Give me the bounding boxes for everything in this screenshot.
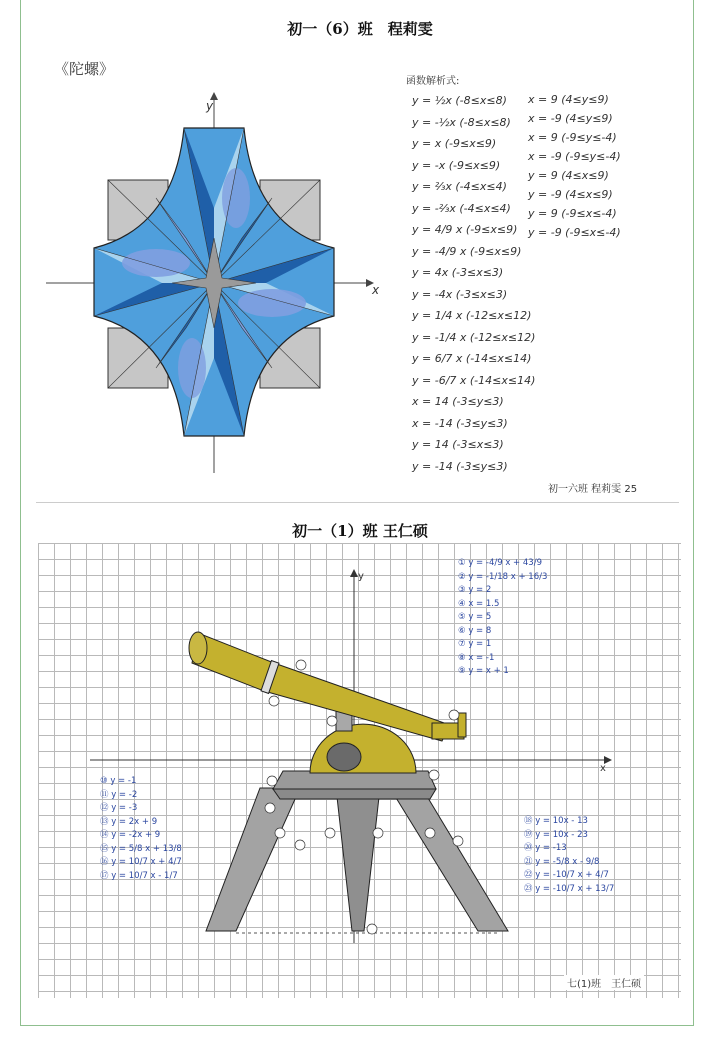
equation-item: x = -9 (-9≤y≤-4)	[528, 150, 621, 163]
axis-x-label: x	[600, 763, 606, 774]
axis-y-label: y	[358, 571, 364, 582]
artwork-panel-gyroscope	[36, 48, 679, 500]
divider	[36, 502, 679, 503]
equation-item: y = x (-9≤x≤9)	[412, 137, 497, 150]
equation-item: y = 4x (-3≤x≤3)	[412, 266, 504, 279]
equation-item: ⑳ y = -13	[524, 843, 567, 853]
equation-item: y = ½x (-8≤x≤8)	[412, 94, 507, 107]
equation-item: y = 1/4 x (-12≤x≤12)	[412, 309, 532, 322]
equation-item: ② y = -1/18 x + 16/3	[458, 571, 548, 582]
equation-item: y = -x (-9≤x≤9)	[412, 158, 501, 172]
equation-item: ㉓ y = -10/7 x + 13/7	[524, 883, 615, 894]
equation-item: y = ⅔x (-4≤x≤4)	[412, 180, 507, 193]
equations-heading: 函数解析式:	[406, 76, 460, 87]
equation-item: x = -14 (-3≤y≤3)	[412, 416, 508, 430]
equation-item: y = 6/7 x (-14≤x≤14)	[412, 352, 532, 365]
artwork-title: 《陀螺》	[54, 60, 115, 78]
axis-x-label: x	[372, 283, 380, 297]
equation-item: ㉒ y = -10/7 x + 4/7	[524, 870, 609, 880]
gyroscope-drawing	[36, 88, 396, 478]
equation-item: ⑰ y = 10/7 x - 1/7	[100, 870, 178, 881]
section2-title: 初一（1）班 王仁硕	[292, 522, 428, 540]
equation-item: y = -6/7 x (-14≤x≤14)	[412, 373, 536, 387]
signature: 初一六班 程莉雯 25	[548, 484, 638, 495]
equation-item: x = 9 (4≤y≤9)	[528, 93, 609, 106]
equation-item: y = -9 (-9≤x≤-4)	[528, 226, 621, 239]
section1-title: 初一（6）班 程莉雯	[287, 20, 433, 38]
equation-item: ① y = -4/9 x + 43/9	[458, 558, 542, 568]
equation-item: ㉑ y = -5/8 x - 9/8	[524, 856, 600, 867]
equation-item: y = 14 (-3≤x≤3)	[412, 438, 504, 451]
equation-item: ⑭ y = -2x + 9	[100, 830, 161, 840]
equation-item: y = -1/4 x (-12≤x≤12)	[412, 330, 536, 344]
telescope-drawing	[38, 543, 681, 998]
equation-item: y = 4/9 x (-9≤x≤9)	[412, 223, 518, 236]
equation-item: ⑮ y = 5/8 x + 13/8	[100, 843, 182, 854]
equation-item: ⑪ y = -2	[100, 789, 138, 800]
equations-right-list	[528, 90, 621, 242]
equation-item: y = -14 (-3≤y≤3)	[412, 459, 508, 473]
equation-item: ⑱ y = 10x - 13	[524, 816, 588, 826]
equation-item: ⑬ y = 2x + 9	[100, 816, 158, 827]
artwork-panel-telescope	[38, 543, 681, 998]
equation-item: y = -½x (-8≤x≤8)	[412, 115, 511, 129]
equation-item: y = -4x (-3≤x≤3)	[412, 287, 508, 301]
equation-item: ③ y = 2	[458, 585, 492, 595]
equation-item: x = 14 (-3≤y≤3)	[412, 395, 504, 408]
equation-item: ⑨ y = x + 1	[458, 666, 509, 676]
equation-item: ⑲ y = 10x - 23	[524, 829, 588, 840]
equation-item: ⑯ y = 10/7 x + 4/7	[100, 857, 182, 867]
equations-top-list	[458, 557, 547, 679]
axis-y-label: y	[206, 99, 214, 113]
equation-item: x = 9 (-9≤y≤-4)	[528, 131, 617, 144]
equations-left-list	[412, 90, 535, 477]
equation-item: ⑥ y = 8	[458, 625, 492, 636]
signature: 七(1)班 王仁硕	[564, 975, 644, 990]
equation-item: ⑧ x = -1	[458, 652, 495, 663]
equations-left-list	[100, 775, 182, 883]
equation-item: ⑫ y = -3	[100, 803, 138, 813]
equation-item: y = 9 (-9≤x≤-4)	[528, 207, 617, 220]
equation-item: x = -9 (4≤y≤9)	[528, 112, 613, 125]
equation-item: y = -4/9 x (-9≤x≤9)	[412, 244, 522, 258]
equation-item: y = -9 (4≤x≤9)	[528, 188, 613, 201]
equation-item: ⑦ y = 1	[458, 639, 492, 649]
equation-item: ⑩ y = -1	[100, 776, 137, 786]
equations-right-list	[524, 815, 614, 896]
equation-item: ④ x = 1.5	[458, 598, 500, 609]
equation-item: y = 9 (4≤x≤9)	[528, 169, 609, 182]
equation-item: y = -⅔x (-4≤x≤4)	[412, 201, 511, 215]
equation-item: ⑤ y = 5	[458, 612, 492, 622]
